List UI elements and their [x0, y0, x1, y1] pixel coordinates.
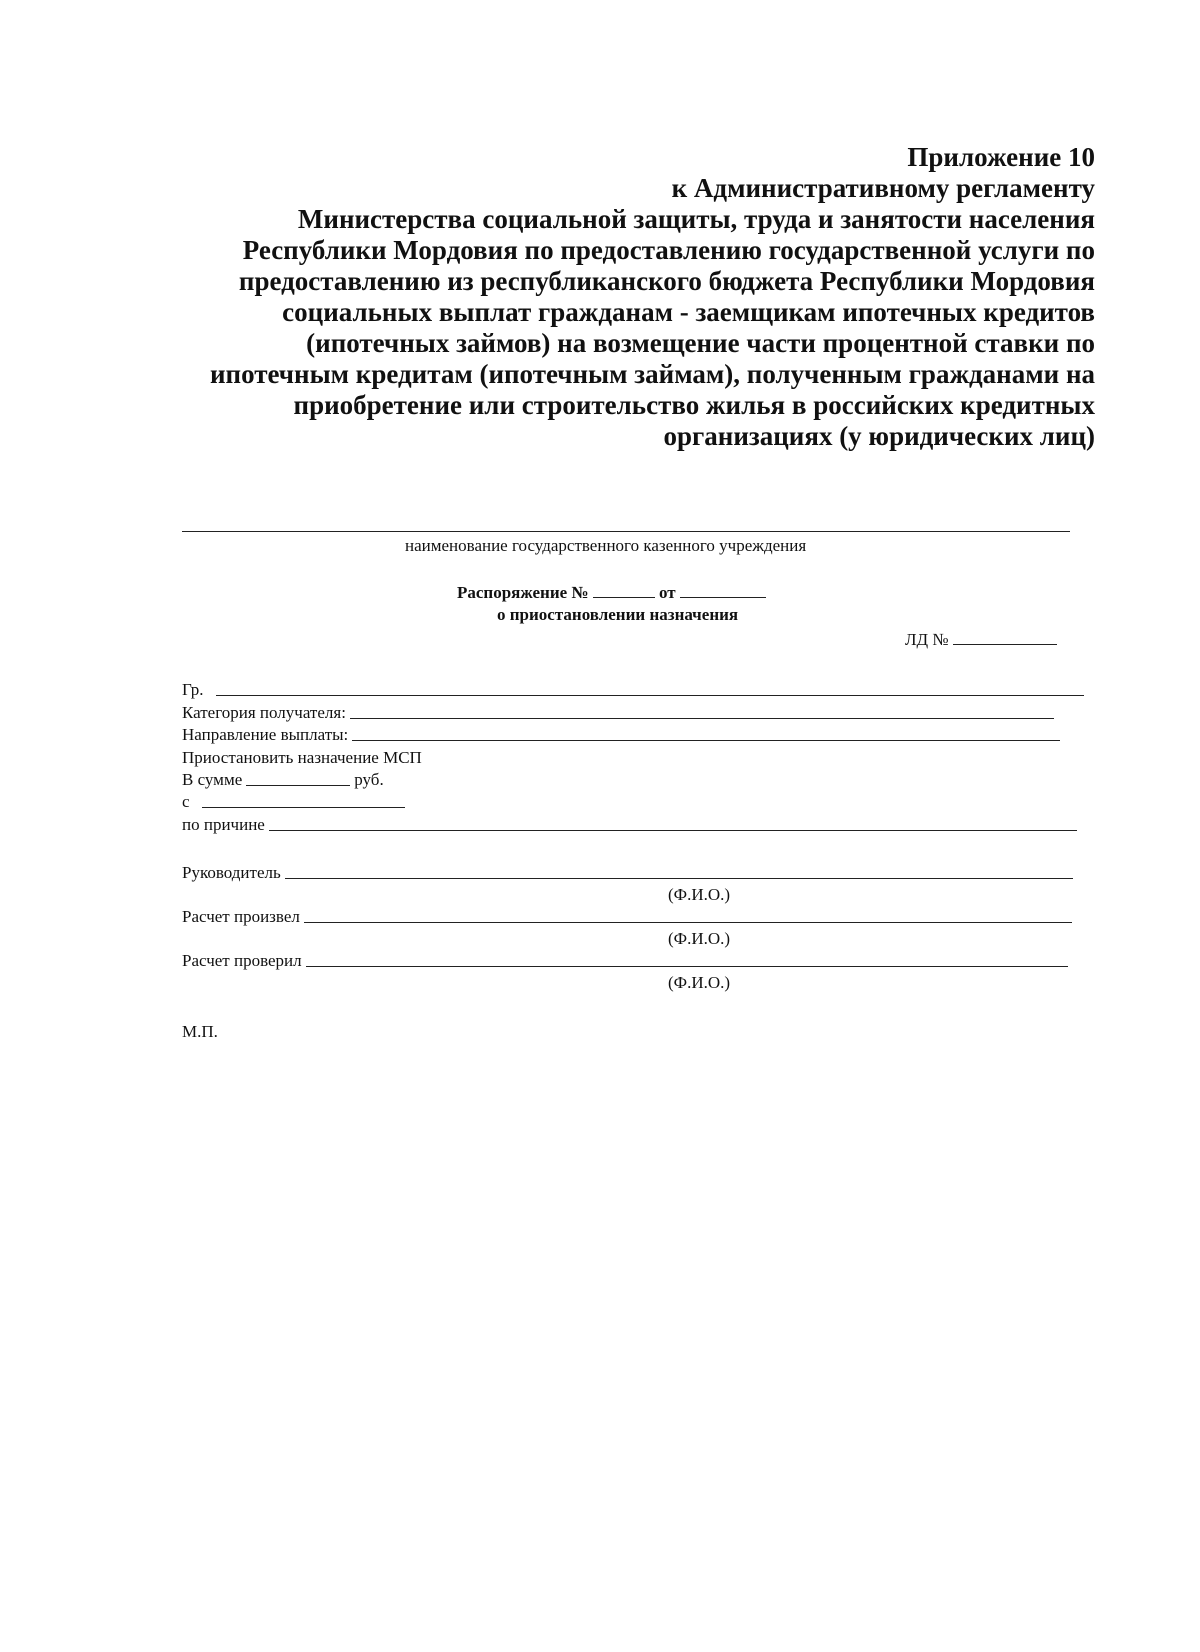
from-label: с [182, 792, 190, 811]
category-row [182, 703, 1054, 723]
ld-label: ЛД № [905, 630, 949, 649]
direction-field[interactable] [352, 739, 1060, 741]
head-signature-row [182, 863, 1073, 883]
head-label: Руководитель [182, 863, 281, 882]
calculated-fio-caption: (Ф.И.О.) [668, 929, 731, 948]
reason-field[interactable] [269, 829, 1077, 831]
header-line: Министерства социальной защиты, труда и занятости населения [297, 204, 1095, 234]
amount-row [182, 770, 384, 790]
checked-signature-row [182, 951, 1068, 971]
citizen-label: Гр. [182, 680, 204, 699]
order-date-field[interactable] [680, 583, 766, 598]
calculated-signature-field[interactable] [304, 921, 1072, 923]
header-line: Приложение 10 [907, 142, 1095, 172]
ld-number [905, 630, 1057, 650]
header-line: (ипотечных займов) на возмещение части процентной ставки по [306, 328, 1095, 358]
header-line: Республики Мордовия по предоставлению государственной услуги по [242, 235, 1095, 265]
appendix-header [195, 142, 1095, 452]
checked-fio-caption: (Ф.И.О.) [668, 973, 731, 992]
checked-signature-field[interactable] [306, 965, 1068, 967]
institution-name-field[interactable] [182, 531, 1070, 532]
institution-caption: наименование государственного казенного учреждения [405, 536, 807, 555]
citizen-row [182, 680, 1084, 700]
reason-row [182, 815, 1077, 835]
citizen-field[interactable] [216, 694, 1084, 696]
head-fio-caption: (Ф.И.О.) [668, 885, 731, 904]
order-title [457, 583, 766, 603]
header-line: к Административному регламенту [671, 173, 1095, 203]
header-line: приобретение или строительство жилья в российских кредитных [293, 390, 1095, 420]
order-title-prefix: Распоряжение № [457, 583, 589, 602]
ld-number-field[interactable] [953, 630, 1057, 645]
reason-label: по причине [182, 815, 265, 834]
from-row [182, 792, 405, 812]
direction-row [182, 725, 1060, 745]
header-line: социальных выплат гражданам - заемщикам ипотечных кредитов [282, 297, 1095, 327]
amount-label: В сумме [182, 770, 243, 789]
stamp-place: М.П. [182, 1022, 218, 1041]
category-field[interactable] [350, 717, 1054, 719]
header-line: организациях (у юридических лиц) [663, 421, 1095, 451]
header-line: предоставлению из республиканского бюджета Республики Мордовия [238, 266, 1095, 296]
head-signature-field[interactable] [285, 877, 1073, 879]
amount-field[interactable] [246, 784, 350, 786]
calculated-signature-row [182, 907, 1072, 927]
order-subtitle: о приостановлении назначения [497, 605, 739, 624]
category-label: Категория получателя: [182, 703, 346, 722]
header-line: ипотечным кредитам (ипотечным займам), полученным гражданами на [209, 359, 1095, 389]
order-number-field[interactable] [593, 583, 655, 598]
amount-unit: руб. [354, 770, 384, 789]
from-date-field[interactable] [202, 806, 405, 808]
checked-label: Расчет проверил [182, 951, 302, 970]
suspend-text: Приостановить назначение МСП [182, 748, 422, 767]
calculated-label: Расчет произвел [182, 907, 300, 926]
order-title-from: от [659, 583, 676, 602]
direction-label: Направление выплаты: [182, 725, 349, 744]
suspend-row [182, 748, 422, 768]
